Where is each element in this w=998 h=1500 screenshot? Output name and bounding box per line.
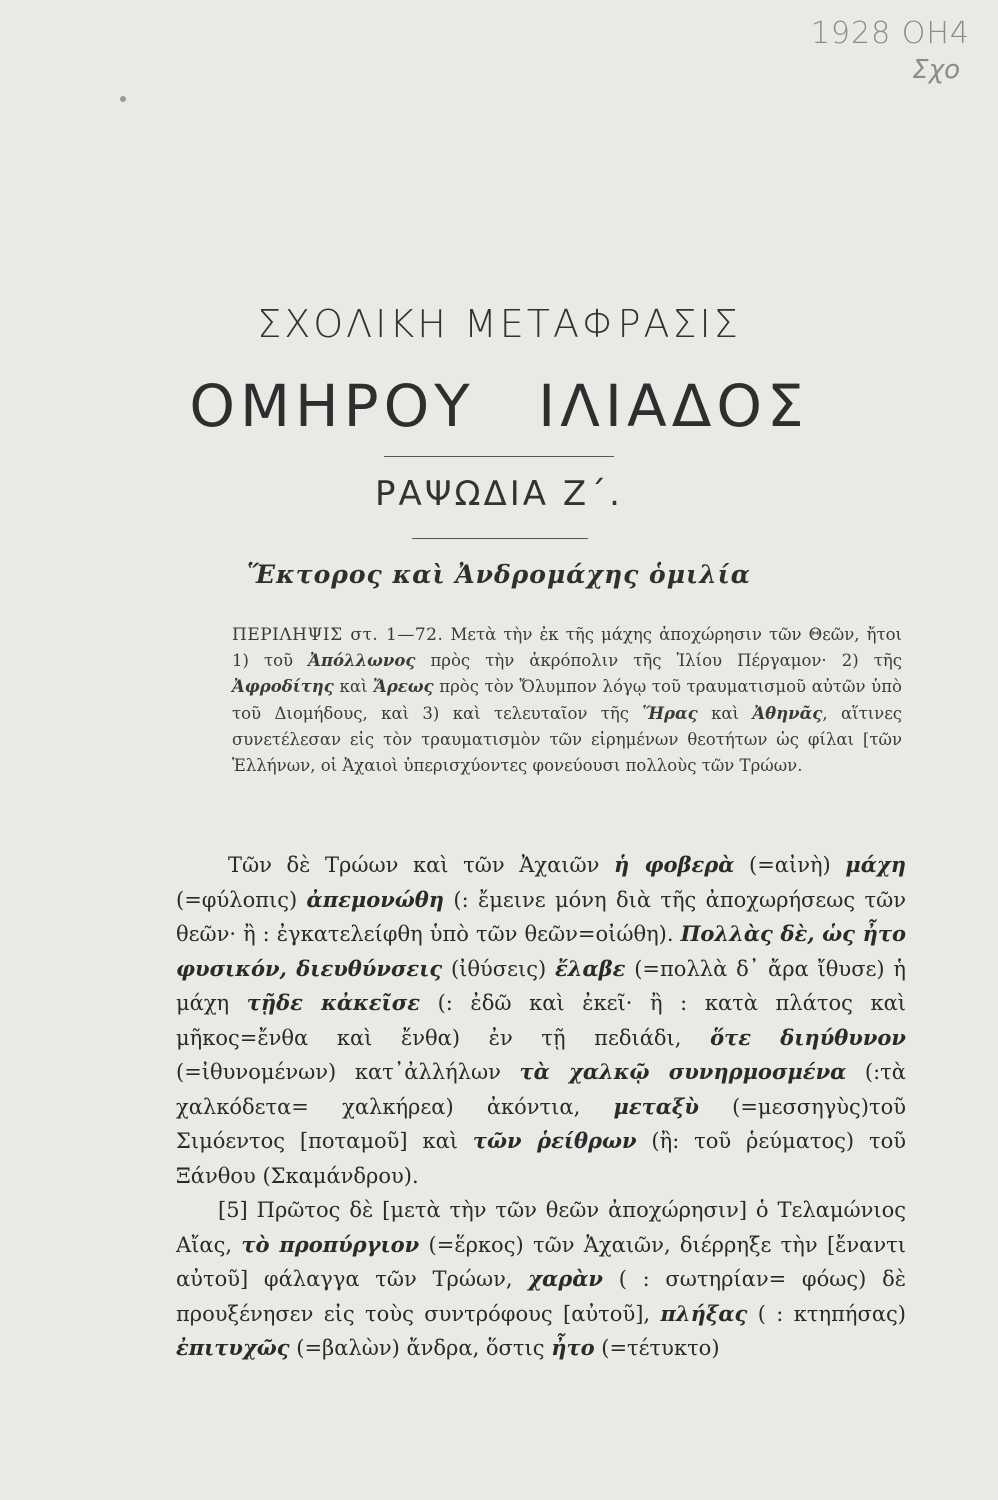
summary-emphasis: Ἀφροδίτης: [232, 677, 334, 697]
body-text: ( : σωτηρίαν= φόως) δὲ προυξένησεν εἰς τοὺς συντρόφους [αὐτοῦ],: [176, 1267, 907, 1326]
body-text: (=φύλοπις): [176, 887, 307, 912]
document-subtitle: ΣΧΟΛΙΚΗ ΜΕΤΑΦΡΑΣΙΣ: [257, 302, 741, 346]
summary-emphasis: Ἀπόλλωνος: [308, 651, 416, 671]
body-text: (=πολλὰ δ᾿ ἄρα ἴθυσε) ἡ μάχη: [176, 956, 906, 1015]
body-text: (=ἕρκος) τῶν Ἀχαιῶν, διέρρηξε τὴν [ἔναντι αὐτοῦ] φάλαγγα τῶν Τρώων,: [176, 1232, 906, 1291]
body-emphasis: ἐπιτυχῶς: [176, 1335, 290, 1360]
summary-emphasis: Ἀθηνᾶς: [752, 703, 823, 723]
body-emphasis: ἡ φοβερὰ: [614, 852, 735, 877]
body-emphasis: τῇδε κἀκεῖσε: [246, 990, 420, 1015]
body-emphasis: ἀπεμονώθη: [306, 886, 445, 912]
body-emphasis: ἦτο: [551, 1335, 595, 1360]
body-emphasis: τὰ χαλκῷ συνηρμοσμένα: [519, 1059, 847, 1084]
body-emphasis: πλήξας: [660, 1300, 748, 1326]
body-emphasis: χαρὰν: [528, 1266, 603, 1291]
catalog-code: Σχο: [912, 55, 960, 85]
body-text: (: ἔμεινε μόνη διὰ τῆς ἀποχωρήσεως τῶν θεῶν· ἢ : ἐγκατελείφθη ὑπὸ τῶν θεῶν=οἰώθη).: [176, 887, 906, 946]
summary-text: πρὸς τὴν ἀκρόπολιν τῆς Ἰλίου Πέργαμον· 2) τῆς: [415, 651, 902, 671]
summary-text: καὶ: [697, 703, 753, 723]
body-text: (=αἰνὴ): [734, 853, 846, 877]
body-emphasis: μάχη: [845, 852, 906, 877]
summary-emphasis: Ἥρας: [642, 703, 698, 723]
catalog-number: 1928 ΟΗ4: [810, 16, 970, 51]
summary-text: , αἵτινες συνετέλεσαν εἰς τὸν τραυματισμὸν τῶν εἰρημένων θεοτήτων ὡς φίλαι [τῶν Ἑλλήνων, οἱ Ἀχαιοὶ ὑπερισχύοντες φονεύουσι πολλοὺς τῶν Τρώων.: [232, 703, 902, 776]
summary-paragraph: [232, 622, 902, 779]
body-text: (: ἐδῶ καὶ ἐκεῖ· ἢ : κατὰ πλάτος καὶ μῆκος=ἔνθα καὶ ἔνθα) ἐν τῇ πεδιάδι,: [176, 991, 906, 1050]
pencil-annotation: [811, 16, 970, 85]
body-text: (=μεσσηγὺς)τοῦ Σιμόεντος [ποταμοῦ] καὶ: [176, 1094, 906, 1153]
summary-emphasis: Ἄρεως: [373, 677, 434, 697]
summary-text: πρὸς τὸν Ὄλυμπον λόγῳ τοῦ τραυματισμοῦ αὐτῶν ὑπὸ τοῦ Διομήδους, καὶ 3) καὶ τελευταῖον τῆς: [232, 677, 902, 723]
body-emphasis: μεταξὺ: [613, 1093, 699, 1119]
body-emphasis: ἔλαβε: [555, 955, 626, 981]
body-text: (:τὰ χαλκόδετα= χαλκήρεα) ἀκόντια,: [176, 1060, 906, 1119]
translation-paragraph: [176, 848, 906, 1193]
document-title: ΟΜΗΡΟΥ ΙΛΙΑΔΟΣ: [189, 372, 809, 440]
summary-text: καὶ: [333, 677, 374, 697]
body-emphasis: τὸ προπύργιον: [241, 1231, 420, 1257]
body-text: (=ἰθυνομένων) κατ᾿ἀλλήλων: [176, 1060, 520, 1084]
body-text: Τῶν δὲ Τρώων καὶ τῶν Ἀχαιῶν: [228, 853, 615, 877]
translation-body: [176, 848, 906, 1366]
summary-label: ΠΕΡΙΛΗΨΙΣ στ. 1—72.: [232, 625, 444, 645]
body-emphasis: Πολλὰς δὲ, ὡς ἦτο φυσικόν, διευθύνσεις: [176, 921, 906, 981]
summary-text: Μετὰ τὴν ἐκ τῆς μάχης ἀποχώρησιν τῶν Θεῶν, ἤτοι 1) τοῦ: [232, 625, 902, 671]
body-emphasis: ὅτε διηύθυνον: [710, 1024, 906, 1050]
body-text: (ἢ: τοῦ ῥεύματος) τοῦ Ξάνθου (Σκαμάνδρου).: [176, 1129, 906, 1188]
ink-speck: [120, 96, 126, 102]
body-text: (=βαλὼν) ἄνδρα, ὅστις: [289, 1336, 552, 1360]
body-text: (ἰθύσεις): [442, 956, 556, 981]
divider: [412, 538, 588, 539]
body-emphasis: τῶν ῥείθρων: [472, 1128, 637, 1153]
body-text: ( : κτηπήσας): [747, 1301, 906, 1326]
translation-paragraph: [176, 1193, 906, 1366]
divider: [384, 456, 614, 457]
rhapsody-heading: ΡΑΨΩΔΙΑ Ζ΄.: [375, 474, 623, 514]
body-text: [5] Πρῶτος δὲ [μετὰ τὴν τῶν θεῶν ἀποχώρησιν] ὁ Τελαμώνιος Αἴας,: [176, 1198, 906, 1257]
chapter-heading: Ἕκτορος καὶ Ἀνδρομάχης ὁμιλία: [247, 560, 751, 589]
body-text: (=τέτυκτο): [594, 1336, 720, 1360]
